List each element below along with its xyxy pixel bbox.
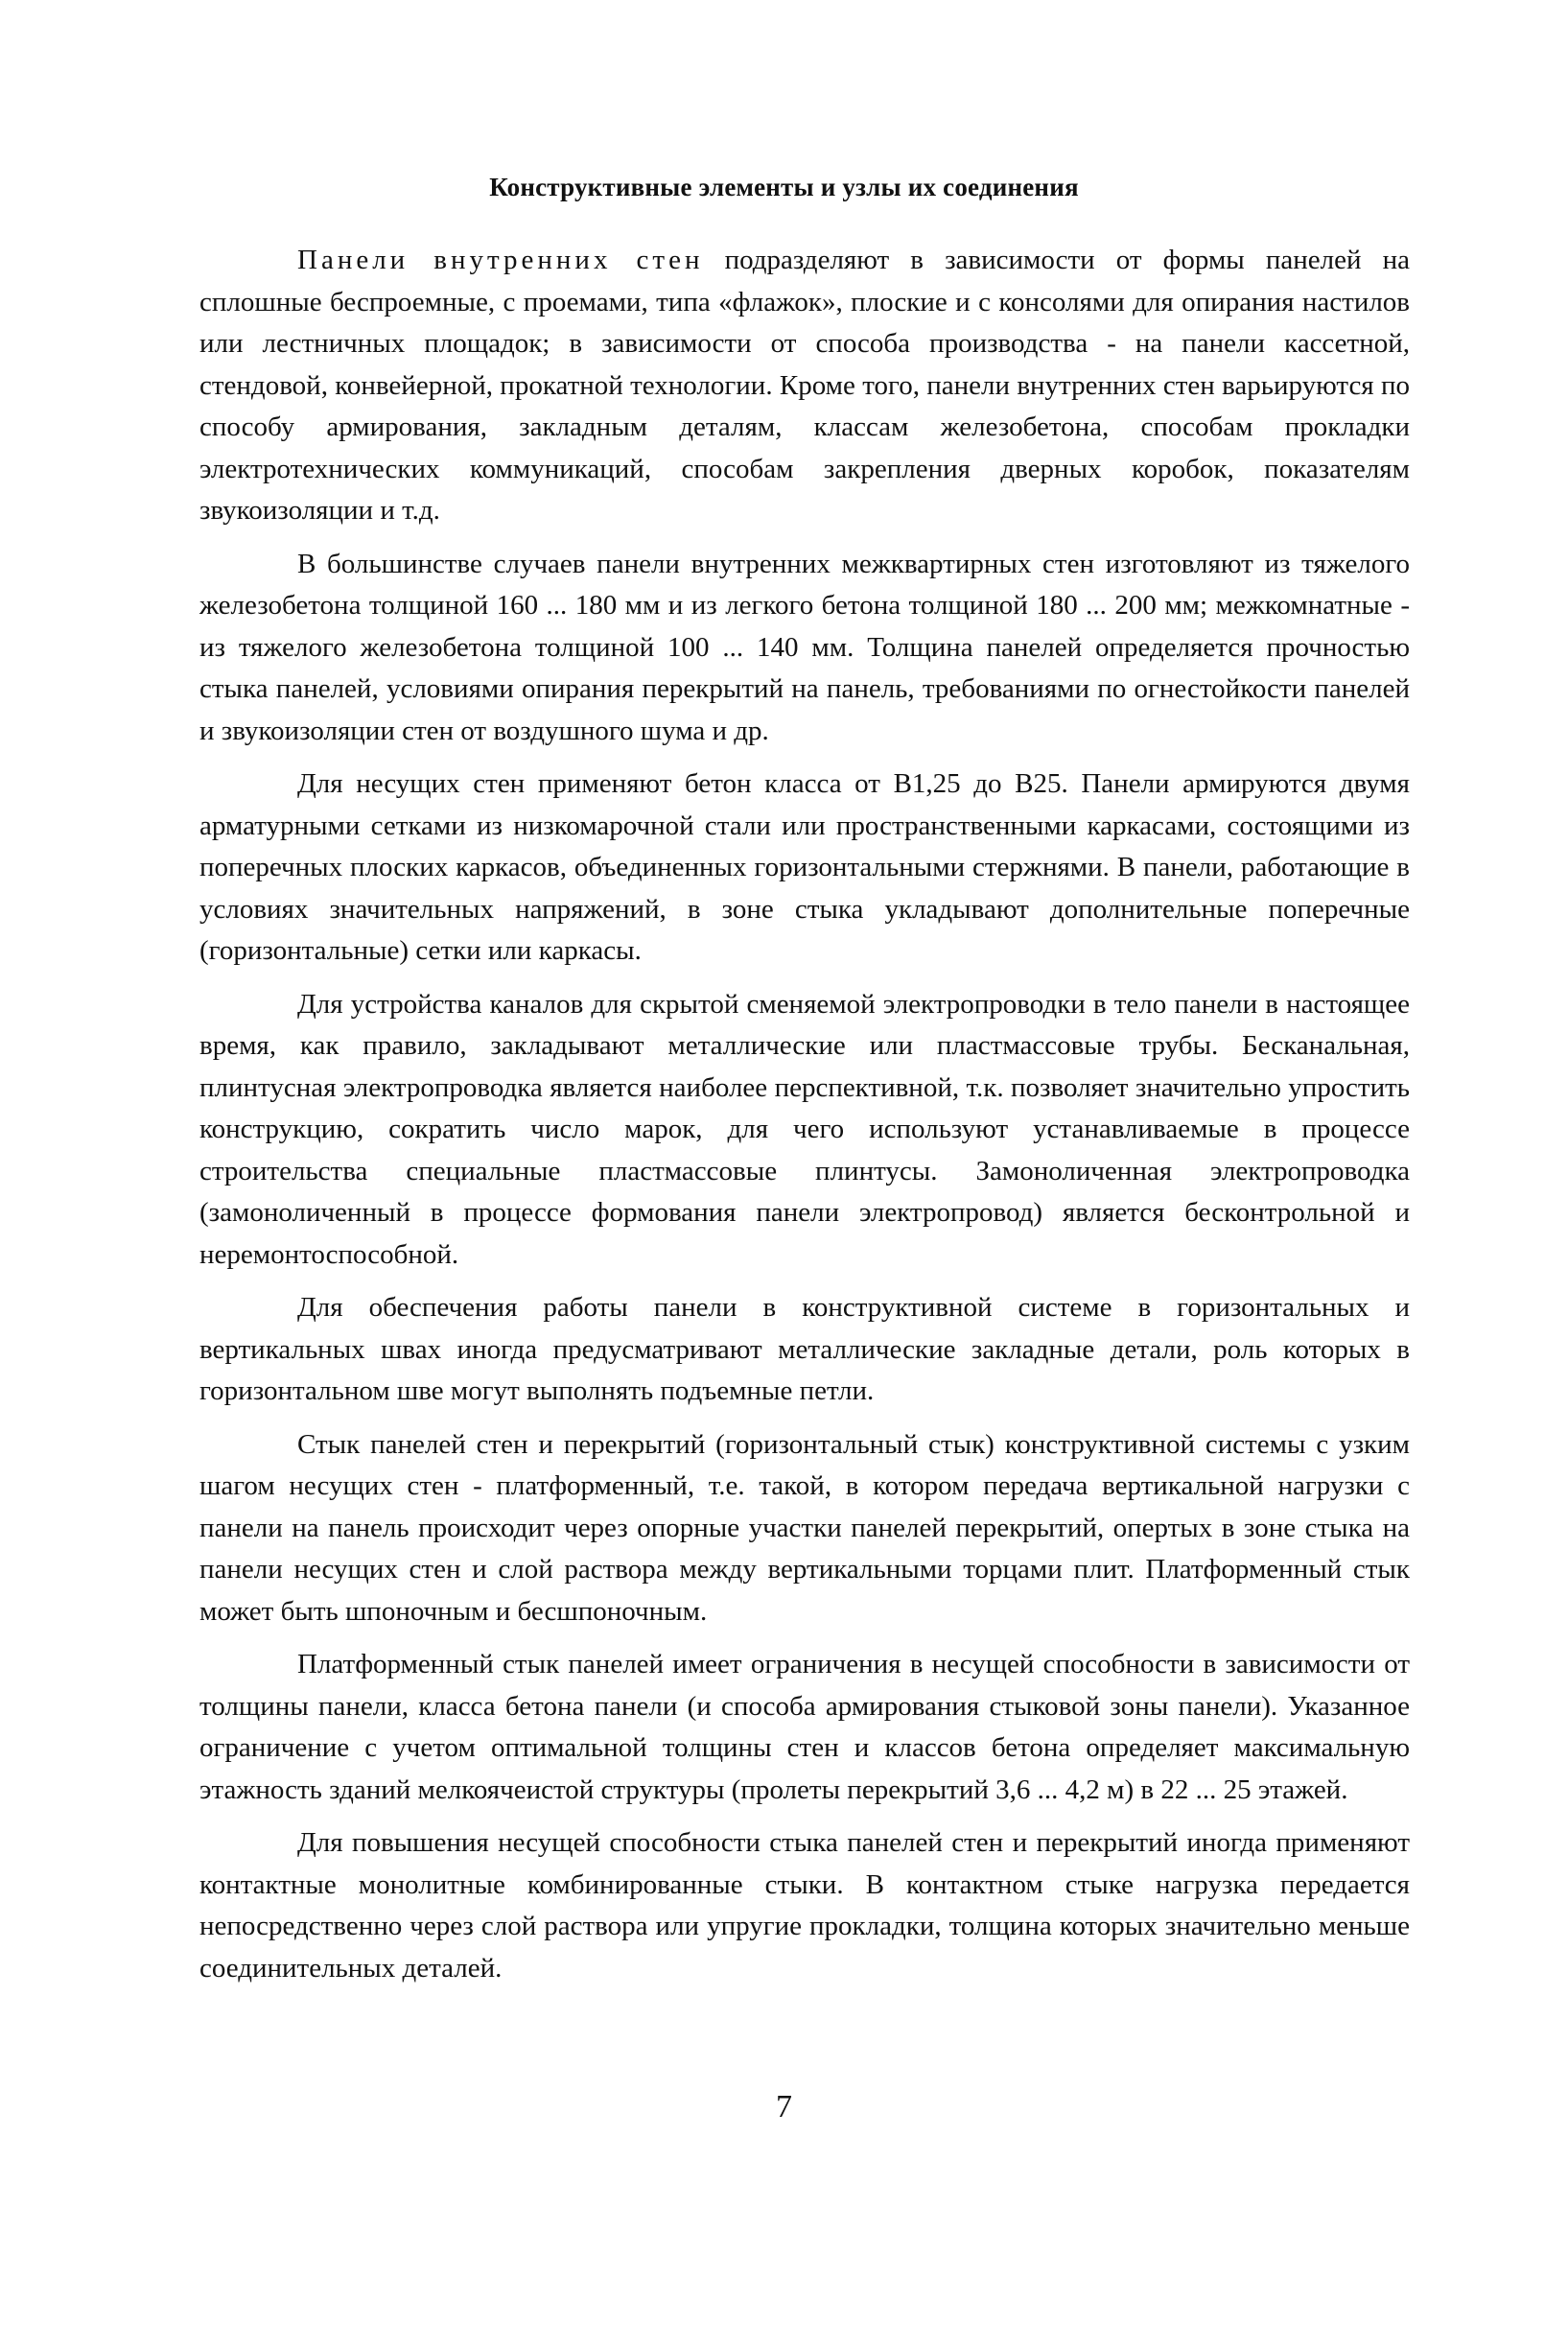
paragraph-5: Для обеспечения работы панели в конструктивной системе в горизонтальных и вертикальных швах иногда предусматривают металлические закладные детали, роль которых в горизонтальном шве могут выполнять подъемные петли. [199, 1292, 1410, 1406]
paragraph-7: Платформенный стык панелей имеет ограничения в несущей способности в зависимости от толщины панели, класса бетона панели (и способа армирования стыковой зоны панели). Указанное ограничение с учетом оптимальной толщины стен и классов бетона определяет максимальную этажность зданий мелкоячеистой структуры (пролеты перекрытий 3,6 ... 4,2 м) в 22 ... 25 этажей. [199, 1649, 1410, 1805]
paragraph-6: Стык панелей стен и перекрытий (горизонтальный стык) конструктивной системы с узким шагом несущих стен - платформенный, т.е. такой, в котором передача вертикальной нагрузки с панели на панель происходит через опорные участки панелей перекрытий, опертых в зоне стыка на панели несущих стен и слой раствора между вертикальными торцами плит. Платформенный стык может быть шпоночным и бесшпоночным. [199, 1428, 1410, 1627]
body-text [199, 240, 1410, 2001]
paragraph-3: Для несущих стен применяют бетон класса от В1,25 до В25. Панели армируются двумя арматурными сетками из низкомарочной стали или пространственными каркасами, состоящими из поперечных плоских каркасов, объединенных горизонтальными стержнями. В панели, работающие в условиях значительных напряжений, в зоне стыка укладывают дополнительные поперечные (горизонтальные) сетки или каркасы. [199, 768, 1410, 966]
paragraph-1-lead: Панели внутренних стен [297, 245, 704, 275]
paragraph-2: В большинстве случаев панели внутренних межквартирных стен изготовляют из тяжелого железобетона толщиной 160 ... 180 мм и из легкого бетона толщиной 180 ... 200 мм; межкомнатные - из тяжелого железобетона толщиной 100 ... 140 мм. Толщина панелей определяется прочностью стыка панелей, условиями опирания перекрытий на панель, требованиями по огнестойкости панелей и звукоизоляции стен от воздушного шума и др. [199, 548, 1410, 746]
paragraph-4: Для устройства каналов для скрытой сменяемой электропроводки в тело панели в настоящее время, как правило, закладывают металлические или пластмассовые трубы. Бесканальная, плинтусная электропроводка является наиболее перспективной, т.к. позволяет значительно упростить конструкцию, сократить число марок, для чего используют устанавливаемые в процессе строительства специальные пластмассовые плинтусы. Замоноличенная электропроводка (замоноличенный в процессе формования панели электропровод) является бесконтрольной и неремонтоспособной. [199, 988, 1410, 1270]
page-number: 7 [776, 2089, 792, 2125]
paragraph-1 [199, 240, 1410, 532]
paragraph-8: Для повышения несущей способности стыка панелей стен и перекрытий иногда применяют контактные монолитные комбинированные стыки. В контактном стыке нагрузка передается непосредственно через слой раствора или упругие прокладки, толщина которых значительно меньше соединительных деталей. [199, 1827, 1410, 1984]
page-title: Конструктивные элементы и узлы их соединения [489, 173, 1079, 201]
paragraph-1-rest: подразделяют в зависимости от формы панелей на сплошные беспроемные, с проемами, типа «флажок», плоские и с консолями для опирания настилов или лестничных площадок; в зависимости от способа производства - на панели кассетной, стендовой, конвейерной, прокатной технологии. Кроме того, панели внутренних стен варьируются по способу армирования, закладным деталям, классам железобетона, способам прокладки электротехнических коммуникаций, способам закрепления дверных коробок, показателям звукоизоляции и т.д. [199, 245, 1410, 526]
